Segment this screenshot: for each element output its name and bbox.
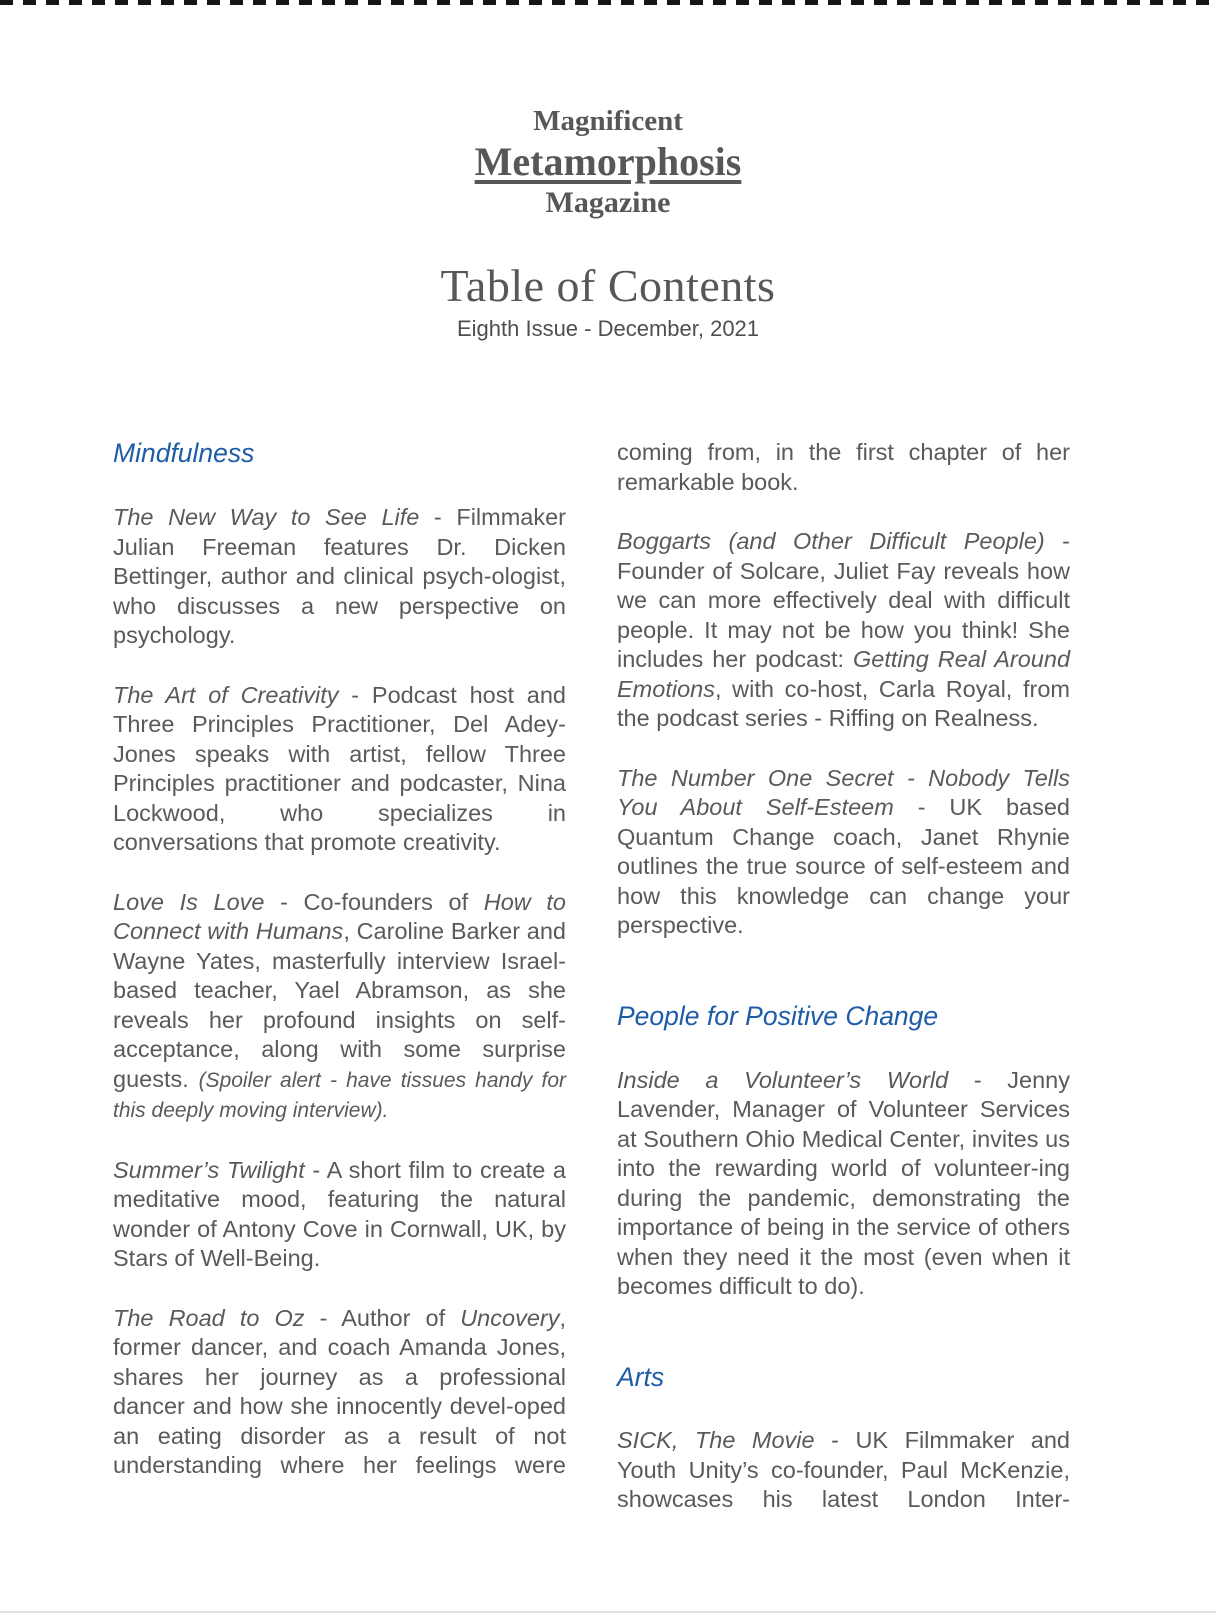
entry-text: - Jenny Lavender, Manager of Volunteer Services at Southern Ohio Medical Center, invites us into the rewarding world of volunteer-ing during the pandemic, demonstrating the importance of being in the service of others when they need it the most (even when it becomes difficult to do). — [617, 1066, 1070, 1300]
toc-entry — [617, 764, 1070, 941]
section-heading: Mindfulness — [113, 438, 255, 469]
toc-entry — [617, 527, 1070, 734]
entry-text: - Author of — [304, 1304, 461, 1331]
left-column — [113, 438, 566, 1510]
right-column — [617, 438, 1070, 1545]
toc-entry — [617, 1426, 1070, 1515]
entry-title: The Number One Secret - Nobody Tells You About Self-Esteem — [617, 764, 1070, 821]
page-top-dashed-line — [0, 0, 1216, 5]
entry-text: - UK based Quantum Change coach, Janet Rhynie outlines the true source of self-esteem and how this knowledge can change your perspective. — [617, 794, 1070, 939]
masthead — [0, 0, 1216, 342]
entry-text: Getting Real Around Emotions — [617, 646, 1071, 702]
entry-title: The Road to Oz — [113, 1304, 305, 1331]
toc-entry — [113, 681, 566, 858]
issue-subtitle: Eighth Issue - December, 2021 — [456, 316, 760, 342]
entry-text: - Podcast host and Three Principles Practitioner, Del Adey-Jones speaks with artist, fellow Three Principles practitioner and podcaster, Nina Lockwood, who specializes in conversations that promote creativity. — [113, 681, 567, 856]
masthead-line3: Magazine — [545, 185, 671, 219]
entry-title: Love Is Love — [113, 888, 265, 915]
masthead-line1: Magnificent — [533, 105, 683, 137]
entry-title: The New Way to See Life — [113, 504, 420, 531]
entry-text: , Caroline Barker and Wayne Yates, masterfully interview Israel-based teacher, Yael Abramson, as she reveals her profound insights on self-acceptance, along with some surprise guests. — [113, 918, 566, 1092]
toc-entry — [617, 1066, 1070, 1302]
entry-title: Boggarts (and Other Difficult People) — [617, 528, 1045, 555]
entry-text: - Filmmaker Julian Freeman features Dr. Dicken Bettinger, author and clinical psych-ologist, who discusses a new perspective on psychology. — [113, 504, 567, 649]
section-heading: People for Positive Change — [617, 1000, 939, 1031]
page-title: Table of Contents — [440, 259, 776, 311]
entry-text: How to Connect with Humans — [113, 888, 566, 945]
toc-entry — [113, 1156, 566, 1274]
page-bottom-line — [0, 1611, 1216, 1613]
entry-text: - UK Filmmaker and Youth Unity’s co-founder, Paul McKenzie, showcases his latest London Inter- — [617, 1427, 1070, 1513]
entry-text: (Spoiler alert - have tissues handy for this deeply moving interview). — [113, 1068, 566, 1123]
toc-entry — [113, 888, 566, 1126]
entry-text: - Founder of Solcare, Juliet Fay reveals how we can more effectively deal with difficult people. It may not be how you think! She includes her podcast: — [617, 528, 1070, 673]
toc-entry-continuation — [617, 438, 1070, 497]
entry-title: Inside a Volunteer’s World — [617, 1066, 949, 1093]
toc-columns — [113, 438, 1070, 1545]
entry-title: The Art of Creativity — [113, 681, 339, 708]
entry-text: coming from, in the first chapter of her remarkable book. — [617, 439, 1070, 495]
entry-text: Uncovery — [460, 1304, 560, 1331]
toc-entry — [113, 503, 566, 651]
entry-title: SICK, The Movie — [617, 1427, 815, 1454]
entry-text: , former dancer, and coach Amanda Jones, shares her journey as a professional dancer and how she innocently devel-oped an eating disorder as a result of not understanding where her feelings were — [113, 1304, 566, 1479]
masthead-line2: Metamorphosis — [474, 138, 742, 184]
toc-entry — [113, 1304, 566, 1481]
entry-text: , with co-host, Carla Royal, from the podcast series - Riffing on Realness. — [617, 675, 1070, 732]
entry-title: Summer’s Twilight — [113, 1156, 305, 1183]
section-heading: Arts — [617, 1361, 665, 1392]
entry-text: - A short film to create a meditative mood, featuring the natural wonder of Antony Cove in Cornwall, UK, by Stars of Well-Being. — [113, 1156, 566, 1272]
entry-text: - Co-founders of — [264, 888, 484, 915]
